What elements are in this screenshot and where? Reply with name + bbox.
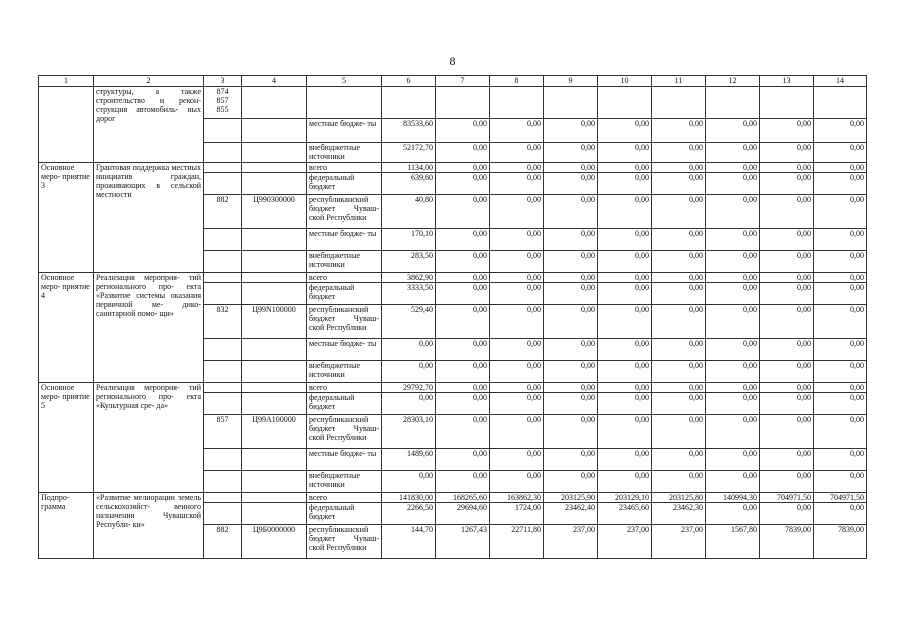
event-description-cell: Грантовая поддержка местных инициатив граждан, проживающих в сельской местности: [94, 163, 204, 273]
column-header: 12: [706, 76, 760, 87]
amount-cell: 0,00: [436, 143, 490, 163]
grbs-code-cell: [204, 87, 242, 119]
funding-source-cell: внебюджетные источники: [307, 251, 382, 273]
column-header: 14: [814, 76, 867, 87]
amount-cell: 237,00: [652, 525, 706, 559]
amount-cell: 0,00: [490, 251, 544, 273]
grbs-code-cell: [204, 471, 242, 493]
amount-cell: 0,00: [652, 173, 706, 195]
amount-cell: 0,00: [490, 383, 544, 393]
amount-cell: 0,00: [598, 143, 652, 163]
column-header: 10: [598, 76, 652, 87]
grbs-code-cell: [204, 339, 242, 361]
amount-cell: 0,00: [436, 163, 490, 173]
amount-cell: 0,00: [382, 339, 436, 361]
budget-class-code-cell: [242, 339, 307, 361]
amount-cell: 0,00: [814, 163, 867, 173]
amount-cell: 0,00: [706, 393, 760, 415]
budget-class-code-cell: Ц99А100000: [242, 415, 307, 449]
amount-cell: 0,00: [436, 195, 490, 229]
amount-cell: 0,00: [706, 305, 760, 339]
table-row: [39, 87, 867, 119]
event-description-cell: структуры, а также строительство и рекон- струкция автомобиль- ных дорог: [94, 87, 204, 163]
amount-cell: 0,00: [652, 383, 706, 393]
column-header: 4: [242, 76, 307, 87]
amount-cell: 0,00: [814, 173, 867, 195]
amount-cell: 163862,30: [490, 493, 544, 503]
amount-cell: 0,00: [706, 119, 760, 143]
grbs-code-cell: 882: [204, 525, 242, 559]
program-name-cell: [39, 87, 94, 163]
amount-cell: 0,00: [436, 361, 490, 383]
column-header: 9: [544, 76, 598, 87]
amount-cell: 1267,43: [436, 525, 490, 559]
amount-cell: 0,00: [382, 471, 436, 493]
amount-cell: 0,00: [706, 339, 760, 361]
amount-cell: 0,00: [436, 339, 490, 361]
amount-cell: 0,00: [436, 383, 490, 393]
amount-cell: 0,00: [490, 361, 544, 383]
amount-cell: 0,00: [544, 393, 598, 415]
amount-cell: 0,00: [652, 251, 706, 273]
amount-cell: 0,00: [436, 283, 490, 305]
amount-cell: 0,00: [814, 273, 867, 283]
amount-cell: [706, 87, 760, 119]
amount-cell: 29792,70: [382, 383, 436, 393]
amount-cell: 0,00: [760, 273, 814, 283]
grbs-code-cell: [204, 361, 242, 383]
amount-cell: [544, 87, 598, 119]
funding-source-cell: всего: [307, 493, 382, 503]
grbs-code: 857: [216, 96, 229, 105]
amount-cell: 704971,50: [760, 493, 814, 503]
amount-cell: 0,00: [706, 229, 760, 251]
budget-class-code-cell: [242, 251, 307, 273]
program-name-cell: Основное меро- приятие 3: [39, 163, 94, 273]
amount-cell: 0,00: [760, 415, 814, 449]
budget-class-code-cell: Ц990300000: [242, 195, 307, 229]
funding-source-cell: республиканский бюджет Чуваш- ской Республики: [307, 305, 382, 339]
grbs-code-cell: [204, 493, 242, 503]
grbs-code: 874: [216, 87, 229, 96]
amount-cell: 0,00: [490, 449, 544, 471]
column-header: 2: [94, 76, 204, 87]
event-description-cell: Реализация мероприя- тий регионального про- екта «Культурная сре- да»: [94, 383, 204, 493]
amount-cell: 0,00: [544, 173, 598, 195]
amount-cell: 0,00: [760, 173, 814, 195]
amount-cell: 0,00: [436, 471, 490, 493]
amount-cell: 0,00: [544, 415, 598, 449]
amount-cell: 0,00: [652, 229, 706, 251]
amount-cell: 0,00: [760, 361, 814, 383]
amount-cell: 0,00: [760, 339, 814, 361]
funding-source-cell: всего: [307, 273, 382, 283]
amount-cell: 23462,40: [544, 503, 598, 525]
amount-cell: 0,00: [652, 361, 706, 383]
amount-cell: 0,00: [436, 449, 490, 471]
grbs-code-cell: [204, 283, 242, 305]
amount-cell: 0,00: [814, 119, 867, 143]
amount-cell: 1489,60: [382, 449, 436, 471]
amount-cell: 0,00: [544, 339, 598, 361]
amount-cell: 0,00: [652, 393, 706, 415]
amount-cell: [814, 87, 867, 119]
amount-cell: 0,00: [706, 449, 760, 471]
amount-cell: 0,00: [652, 471, 706, 493]
column-header: 6: [382, 76, 436, 87]
grbs-code-cell: [204, 229, 242, 251]
budget-class-code-cell: [242, 449, 307, 471]
funding-source-cell: федеральный бюджет: [307, 283, 382, 305]
amount-cell: 7839,00: [814, 525, 867, 559]
program-name-cell: Основное меро- приятие 5: [39, 383, 94, 493]
amount-cell: 0,00: [598, 283, 652, 305]
amount-cell: 0,00: [706, 383, 760, 393]
amount-cell: 0,00: [490, 283, 544, 305]
amount-cell: 0,00: [490, 143, 544, 163]
grbs-code-cell: [204, 143, 242, 163]
program-name-cell: Подпро- грамма: [39, 493, 94, 559]
budget-class-code-cell: [242, 87, 307, 119]
funding-source-cell: местные бюдже- ты: [307, 229, 382, 251]
grbs-code-cell: [204, 503, 242, 525]
amount-cell: 0,00: [706, 173, 760, 195]
funding-source-cell: внебюджетные источники: [307, 471, 382, 493]
amount-cell: 0,00: [652, 339, 706, 361]
funding-source-cell: местные бюдже- ты: [307, 119, 382, 143]
amount-cell: 0,00: [490, 273, 544, 283]
amount-cell: 0,00: [598, 273, 652, 283]
amount-cell: 0,00: [598, 173, 652, 195]
event-description-cell: Реализация мероприя- тий регионального про- екта «Развитие системы оказания первичной ме- дико-санитарной помо- щи»: [94, 273, 204, 383]
amount-cell: 0,00: [598, 195, 652, 229]
amount-cell: 0,00: [382, 361, 436, 383]
amount-cell: 203129,10: [598, 493, 652, 503]
amount-cell: 0,00: [544, 119, 598, 143]
budget-class-code-cell: [242, 503, 307, 525]
amount-cell: 0,00: [490, 415, 544, 449]
amount-cell: 0,00: [598, 163, 652, 173]
grbs-code: 855: [216, 105, 229, 114]
budget-class-code-cell: [242, 143, 307, 163]
budget-class-code-cell: [242, 173, 307, 195]
amount-cell: 704971,50: [814, 493, 867, 503]
amount-cell: 7839,00: [760, 525, 814, 559]
amount-cell: 0,00: [544, 143, 598, 163]
amount-cell: 140994,30: [706, 493, 760, 503]
amount-cell: 0,00: [760, 305, 814, 339]
amount-cell: 0,00: [760, 229, 814, 251]
amount-cell: 1134,00: [382, 163, 436, 173]
amount-cell: 0,00: [814, 393, 867, 415]
amount-cell: [490, 87, 544, 119]
amount-cell: 29694,60: [436, 503, 490, 525]
funding-source-cell: внебюджетные источники: [307, 361, 382, 383]
funding-source-cell: [307, 87, 382, 119]
amount-cell: 237,00: [544, 525, 598, 559]
amount-cell: 0,00: [544, 471, 598, 493]
amount-cell: 0,00: [598, 383, 652, 393]
amount-cell: 0,00: [598, 415, 652, 449]
amount-cell: 0,00: [706, 163, 760, 173]
amount-cell: 23462,30: [652, 503, 706, 525]
budget-class-code-cell: [242, 283, 307, 305]
grbs-code-cell: [204, 163, 242, 173]
amount-cell: 0,00: [490, 393, 544, 415]
funding-source-cell: всего: [307, 383, 382, 393]
amount-cell: 0,00: [652, 305, 706, 339]
amount-cell: 0,00: [436, 119, 490, 143]
amount-cell: 639,60: [382, 173, 436, 195]
amount-cell: 0,00: [814, 195, 867, 229]
funding-source-cell: федеральный бюджет: [307, 393, 382, 415]
amount-cell: 0,00: [652, 273, 706, 283]
amount-cell: 0,00: [814, 229, 867, 251]
amount-cell: 0,00: [544, 273, 598, 283]
header-row: [39, 76, 867, 87]
amount-cell: 3862,90: [382, 273, 436, 283]
budget-class-code-cell: [242, 119, 307, 143]
table-row: [39, 493, 867, 503]
amount-cell: 0,00: [814, 283, 867, 305]
column-header: 8: [490, 76, 544, 87]
amount-cell: 0,00: [706, 283, 760, 305]
amount-cell: 0,00: [490, 119, 544, 143]
grbs-code-cell: [204, 393, 242, 415]
amount-cell: 0,00: [760, 503, 814, 525]
budget-class-code-cell: Ц9Б0000000: [242, 525, 307, 559]
funding-source-cell: всего: [307, 163, 382, 173]
amount-cell: 0,00: [814, 471, 867, 493]
amount-cell: 0,00: [706, 195, 760, 229]
amount-cell: 0,00: [814, 503, 867, 525]
amount-cell: 0,00: [544, 383, 598, 393]
funding-source-cell: республиканский бюджет Чуваш- ской Республики: [307, 415, 382, 449]
amount-cell: 144,70: [382, 525, 436, 559]
amount-cell: 0,00: [814, 361, 867, 383]
column-header: 13: [760, 76, 814, 87]
amount-cell: 1567,80: [706, 525, 760, 559]
grbs-code-cell: 882: [204, 195, 242, 229]
amount-cell: [760, 87, 814, 119]
funding-source-cell: федеральный бюджет: [307, 173, 382, 195]
amount-cell: 0,00: [598, 305, 652, 339]
budget-class-code-cell: [242, 361, 307, 383]
amount-cell: [382, 87, 436, 119]
amount-cell: 0,00: [544, 251, 598, 273]
amount-cell: 203125,80: [652, 493, 706, 503]
amount-cell: 141830,00: [382, 493, 436, 503]
amount-cell: 203125,90: [544, 493, 598, 503]
amount-cell: 0,00: [760, 471, 814, 493]
amount-cell: 0,00: [706, 415, 760, 449]
amount-cell: 0,00: [706, 251, 760, 273]
page-number: 8: [449, 54, 456, 68]
amount-cell: 0,00: [598, 119, 652, 143]
funding-source-cell: внебюджетные источники: [307, 143, 382, 163]
grbs-code-cell: 857: [204, 415, 242, 449]
amount-cell: [652, 87, 706, 119]
amount-cell: 0,00: [760, 383, 814, 393]
amount-cell: 0,00: [706, 273, 760, 283]
amount-cell: 0,00: [436, 305, 490, 339]
budget-class-code-cell: [242, 229, 307, 251]
amount-cell: 0,00: [490, 305, 544, 339]
amount-cell: 0,00: [598, 251, 652, 273]
amount-cell: 170,10: [382, 229, 436, 251]
amount-cell: 0,00: [382, 393, 436, 415]
amount-cell: 0,00: [436, 393, 490, 415]
program-name-cell: Основное меро- приятие 4: [39, 273, 94, 383]
amount-cell: 3333,50: [382, 283, 436, 305]
amount-cell: 529,40: [382, 305, 436, 339]
amount-cell: 0,00: [760, 163, 814, 173]
table-row: [39, 163, 867, 173]
amount-cell: 168265,60: [436, 493, 490, 503]
amount-cell: 0,00: [760, 195, 814, 229]
amount-cell: 0,00: [436, 251, 490, 273]
amount-cell: 0,00: [544, 229, 598, 251]
grbs-code-cell: [204, 449, 242, 471]
amount-cell: 0,00: [652, 119, 706, 143]
grbs-code-cell: [204, 251, 242, 273]
amount-cell: 0,00: [814, 339, 867, 361]
amount-cell: 0,00: [544, 163, 598, 173]
budget-class-code-cell: [242, 393, 307, 415]
column-header: 11: [652, 76, 706, 87]
amount-cell: 0,00: [814, 251, 867, 273]
amount-cell: [436, 87, 490, 119]
funding-source-cell: республиканский бюджет Чуваш- ской Республики: [307, 525, 382, 559]
grbs-code-cell: [204, 273, 242, 283]
amount-cell: 0,00: [760, 393, 814, 415]
amount-cell: 0,00: [760, 119, 814, 143]
table-row: [39, 273, 867, 283]
amount-cell: 0,00: [598, 361, 652, 383]
funding-source-cell: республиканский бюджет Чуваш- ской Республики: [307, 195, 382, 229]
table-row: [39, 383, 867, 393]
amount-cell: 237,00: [598, 525, 652, 559]
amount-cell: 0,00: [814, 415, 867, 449]
amount-cell: 52172,70: [382, 143, 436, 163]
amount-cell: 0,00: [436, 173, 490, 195]
amount-cell: 0,00: [706, 503, 760, 525]
amount-cell: 0,00: [814, 305, 867, 339]
amount-cell: 22711,80: [490, 525, 544, 559]
budget-class-code-cell: [242, 493, 307, 503]
funding-source-cell: федеральный бюджет: [307, 503, 382, 525]
amount-cell: 0,00: [814, 143, 867, 163]
amount-cell: 0,00: [652, 415, 706, 449]
amount-cell: 0,00: [652, 449, 706, 471]
amount-cell: 40,80: [382, 195, 436, 229]
amount-cell: 0,00: [490, 163, 544, 173]
budget-class-code-cell: [242, 383, 307, 393]
column-header: 7: [436, 76, 490, 87]
amount-cell: 23465,60: [598, 503, 652, 525]
budget-class-code-cell: [242, 163, 307, 173]
event-description-cell: «Развитие мелиорации земель сельскохозяйст- венного назначения Чувашской Республи- ки»: [94, 493, 204, 559]
amount-cell: 0,00: [544, 283, 598, 305]
amount-cell: 0,00: [490, 471, 544, 493]
amount-cell: 0,00: [598, 229, 652, 251]
column-header: 1: [39, 76, 94, 87]
grbs-code-cell: [204, 119, 242, 143]
amount-cell: 0,00: [490, 339, 544, 361]
amount-cell: 0,00: [814, 449, 867, 471]
amount-cell: 0,00: [544, 361, 598, 383]
budget-table: [38, 75, 867, 559]
amount-cell: 0,00: [598, 449, 652, 471]
amount-cell: 0,00: [814, 383, 867, 393]
amount-cell: 0,00: [598, 393, 652, 415]
amount-cell: 0,00: [598, 339, 652, 361]
amount-cell: 0,00: [760, 251, 814, 273]
amount-cell: [598, 87, 652, 119]
funding-source-cell: местные бюдже- ты: [307, 449, 382, 471]
amount-cell: 0,00: [544, 449, 598, 471]
budget-class-code-cell: [242, 273, 307, 283]
amount-cell: 0,00: [652, 163, 706, 173]
amount-cell: 0,00: [436, 415, 490, 449]
amount-cell: 0,00: [490, 195, 544, 229]
amount-cell: 0,00: [760, 283, 814, 305]
funding-source-cell: местные бюдже- ты: [307, 339, 382, 361]
amount-cell: 0,00: [760, 143, 814, 163]
amount-cell: 2266,50: [382, 503, 436, 525]
amount-cell: 0,00: [544, 195, 598, 229]
amount-cell: 0,00: [436, 229, 490, 251]
amount-cell: 83533,60: [382, 119, 436, 143]
amount-cell: 283,50: [382, 251, 436, 273]
amount-cell: 0,00: [490, 229, 544, 251]
amount-cell: 0,00: [652, 195, 706, 229]
budget-class-code-cell: Ц99N100000: [242, 305, 307, 339]
column-header: 3: [204, 76, 242, 87]
amount-cell: 0,00: [490, 173, 544, 195]
amount-cell: 28303,10: [382, 415, 436, 449]
amount-cell: 0,00: [598, 471, 652, 493]
column-header: 5: [307, 76, 382, 87]
amount-cell: 0,00: [544, 305, 598, 339]
amount-cell: 0,00: [760, 449, 814, 471]
amount-cell: 0,00: [706, 361, 760, 383]
amount-cell: 0,00: [436, 273, 490, 283]
grbs-code-cell: [204, 383, 242, 393]
amount-cell: 0,00: [652, 283, 706, 305]
amount-cell: 1724,00: [490, 503, 544, 525]
amount-cell: 0,00: [706, 471, 760, 493]
amount-cell: 0,00: [706, 143, 760, 163]
amount-cell: 0,00: [652, 143, 706, 163]
budget-class-code-cell: [242, 471, 307, 493]
grbs-code-cell: [204, 173, 242, 195]
grbs-code-cell: 832: [204, 305, 242, 339]
